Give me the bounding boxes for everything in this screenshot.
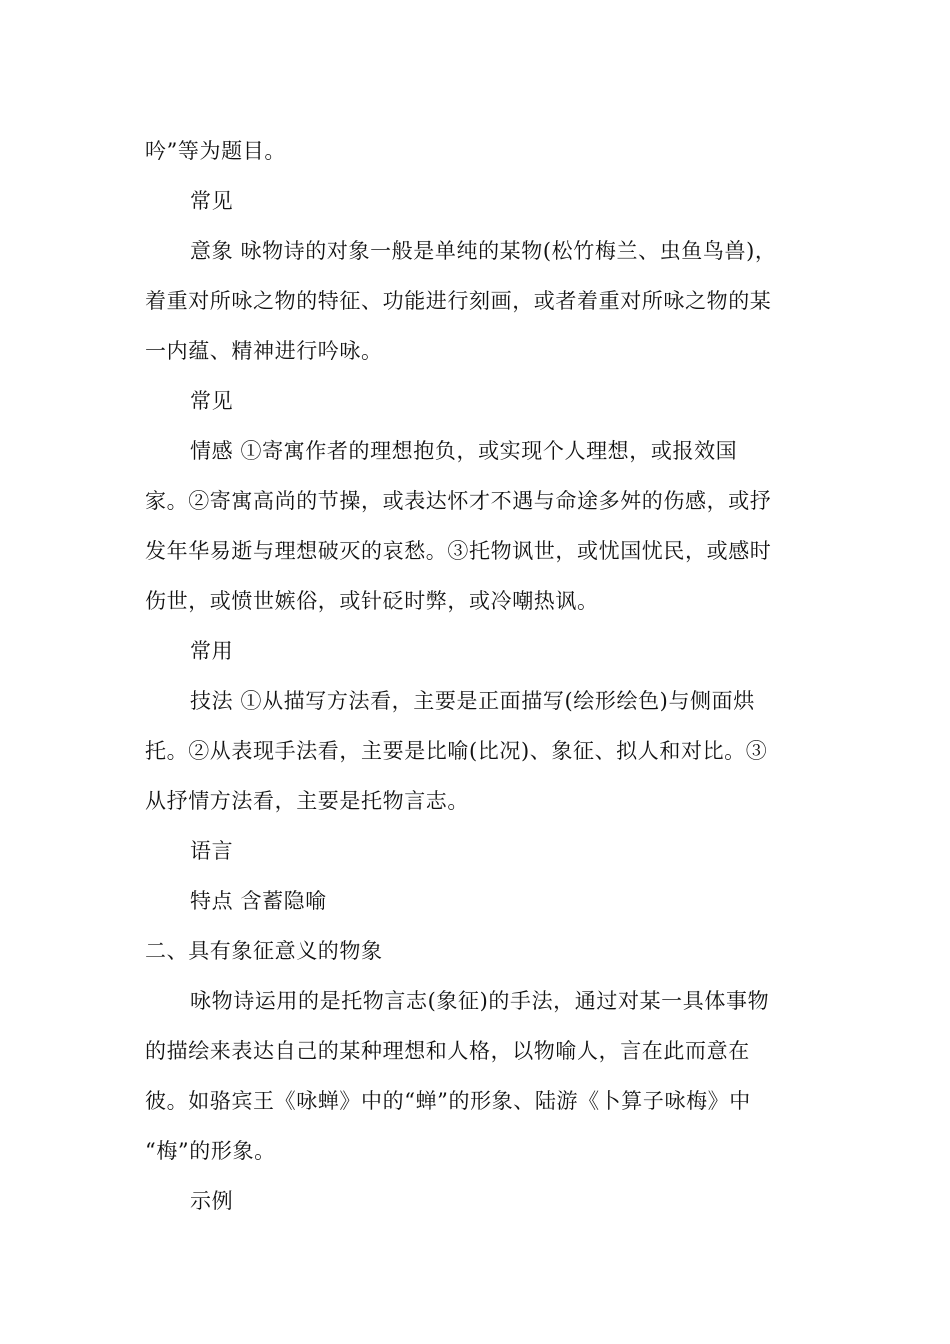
- text-line: 托。②从表现手法看，主要是比喻(比况)、象征、拟人和对比。③: [145, 739, 768, 763]
- text-line: 着重对所咏之物的特征、功能进行刻画，或者着重对所咏之物的某: [145, 289, 772, 313]
- table-label: 常用: [190, 639, 234, 663]
- text-line: 技法 ①从描写方法看，主要是正面描写(绘形绘色)与侧面烘: [190, 689, 755, 713]
- table-label: 常见: [190, 189, 234, 213]
- text-line: 伤世，或愤世嫉俗，或针砭时弊，或冷嘲热讽。: [145, 589, 599, 613]
- text-line: 意象 咏物诗的对象一般是单纯的某物(松竹梅兰、虫鱼鸟兽)，: [190, 239, 777, 263]
- section-heading: 二、具有象征意义的物象: [145, 939, 383, 963]
- table-label: 语言: [190, 839, 234, 863]
- table-label: 常见: [190, 389, 234, 413]
- text-line: 吟”等为题目。: [145, 139, 286, 163]
- text-line: 彼。如骆宾王《咏蝉》中的“蝉”的形象、陆游《卜算子咏梅》中: [145, 1089, 751, 1113]
- text-line: 一内蕴、精神进行吟咏。: [145, 339, 383, 363]
- text-line: 咏物诗运用的是托物言志(象征)的手法，通过对某一具体事物: [190, 989, 770, 1013]
- text-line: 从抒情方法看，主要是托物言志。: [145, 789, 469, 813]
- text-line: 发年华易逝与理想破灭的哀愁。③托物讽世，或忧国忧民，或感时: [145, 539, 772, 563]
- text-line: 的描绘来表达自己的某种理想和人格，以物喻人，言在此而意在: [145, 1039, 750, 1063]
- text-line: “梅”的形象。: [145, 1139, 276, 1163]
- table-label: 示例: [190, 1189, 234, 1213]
- text-line: 家。②寄寓高尚的节操，或表达怀才不遇与命途多舛的伤感，或抒: [145, 489, 772, 513]
- text-line: 特点 含蓄隐喻: [190, 889, 327, 913]
- text-line: 情感 ①寄寓作者的理想抱负，或实现个人理想，或报效国: [190, 439, 738, 463]
